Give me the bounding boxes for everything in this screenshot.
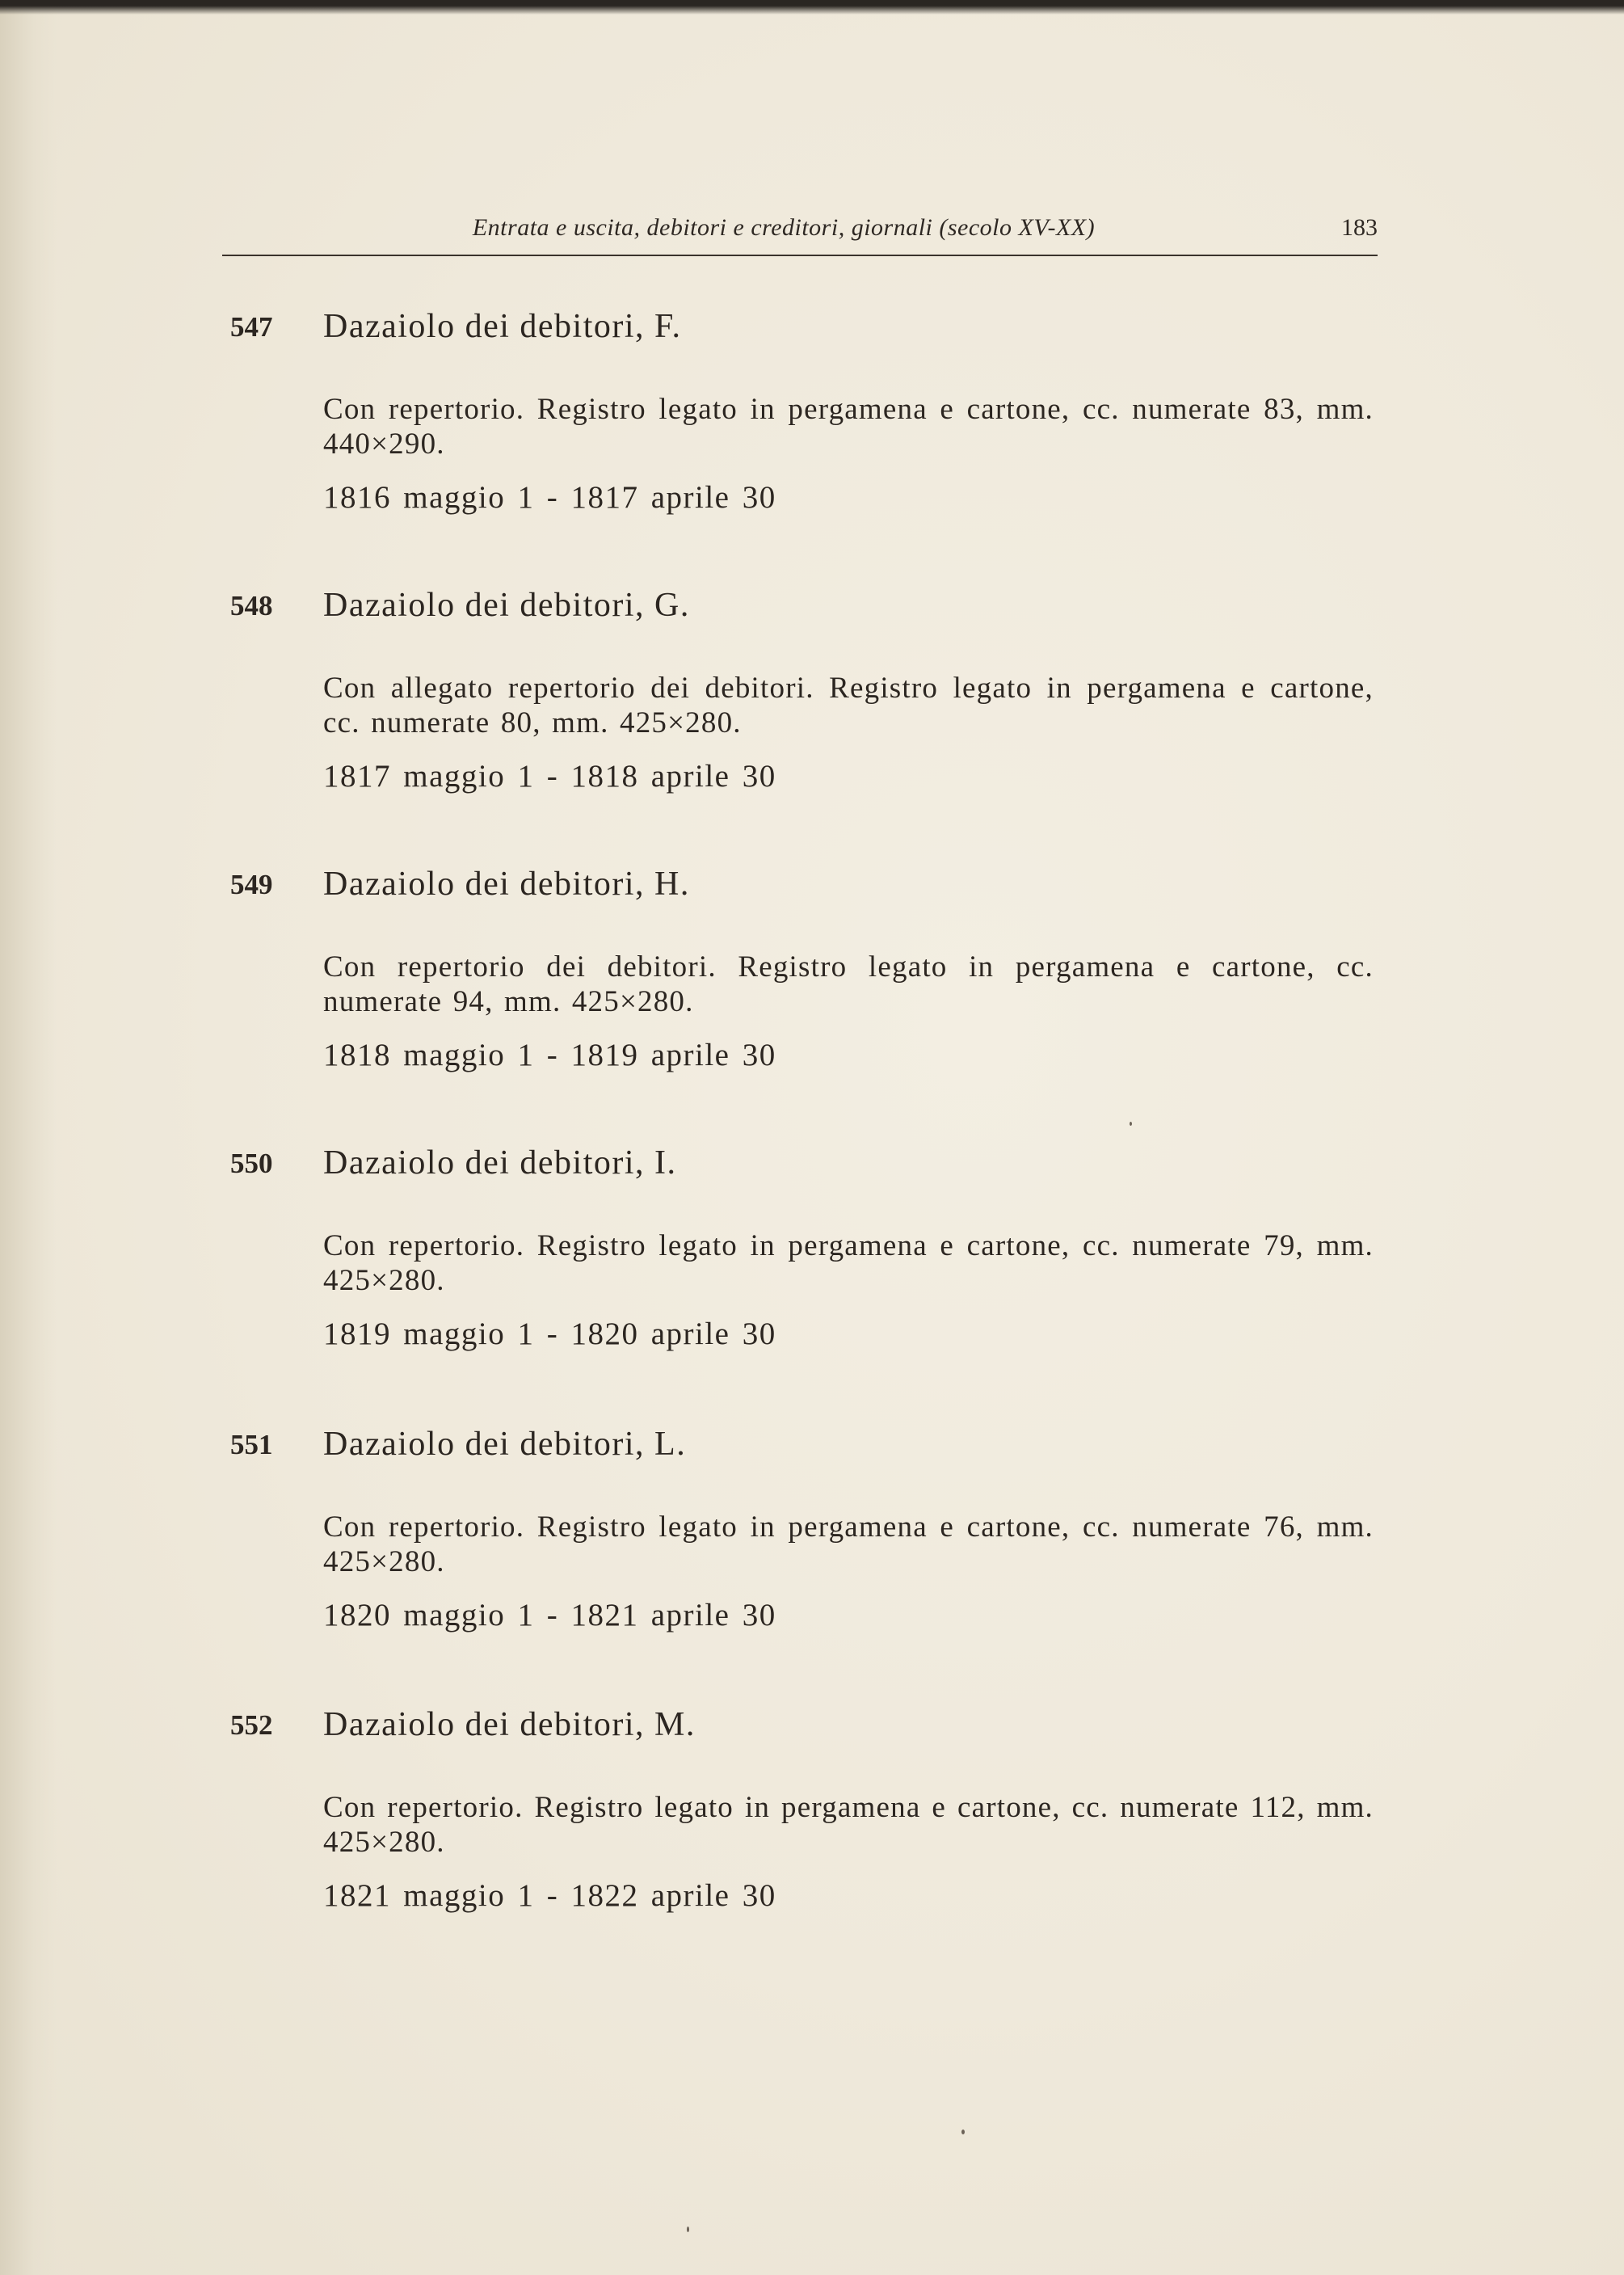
entry-number: 551 (230, 1429, 273, 1460)
entry-date-range: 1819 maggio 1 - 1820 aprile 30 (323, 1317, 776, 1351)
entry-number: 549 (230, 869, 273, 900)
entry-description: Con repertorio. Registro legato in pergamena e cartone, cc. numerate 76, mm. 425×280. (323, 1510, 1374, 1578)
paper-speck (961, 2130, 965, 2134)
entry-number: 548 (230, 590, 273, 621)
entry-date-range: 1821 maggio 1 - 1822 aprile 30 (323, 1878, 776, 1913)
page-top-edge (0, 0, 1624, 15)
paper-speck (687, 2227, 689, 2232)
entry-date-range: 1816 maggio 1 - 1817 aprile 30 (323, 480, 776, 515)
entry-date-range: 1818 maggio 1 - 1819 aprile 30 (323, 1038, 776, 1072)
entry-description: Con repertorio. Registro legato in pergamena e cartone, cc. numerate 79, mm. 425×280. (323, 1229, 1374, 1297)
entry-title: Dazaiolo dei debitori, H. (323, 866, 690, 903)
paper-speck (1130, 1122, 1132, 1126)
entry-title: Dazaiolo dei debitori, G. (323, 587, 690, 624)
running-header (222, 206, 1378, 256)
entry-title: Dazaiolo dei debitori, M. (323, 1706, 696, 1743)
entry-description: Con repertorio dei debitori. Registro legato in pergamena e cartone, cc. numerate 94, mm. 425×280. (323, 950, 1374, 1018)
entry-date-range: 1820 maggio 1 - 1821 aprile 30 (323, 1598, 776, 1633)
entry-title: Dazaiolo dei debitori, L. (323, 1426, 687, 1463)
entry-description: Con repertorio. Registro legato in pergamena e cartone, cc. numerate 112, mm. 425×280. (323, 1791, 1374, 1859)
spine-shadow (0, 0, 57, 2275)
entry-number: 550 (230, 1148, 273, 1179)
entry-description: Con allegato repertorio dei debitori. Registro legato in pergamena e cartone, cc. numerate 80, mm. 425×280. (323, 672, 1374, 739)
entry-description: Con repertorio. Registro legato in pergamena e cartone, cc. numerate 83, mm. 440×290. (323, 393, 1374, 461)
entry-number: 547 (230, 311, 273, 343)
running-title: Entrata e uscita, debitori e creditori, giornali (secolo XV-XX) (472, 214, 1096, 241)
entry-date-range: 1817 maggio 1 - 1818 aprile 30 (323, 759, 776, 794)
entry-title: Dazaiolo dei debitori, I. (323, 1144, 677, 1182)
page-number: 183 (1341, 214, 1378, 241)
entry-title: Dazaiolo dei debitori, F. (323, 308, 682, 345)
entry-number: 552 (230, 1709, 273, 1741)
